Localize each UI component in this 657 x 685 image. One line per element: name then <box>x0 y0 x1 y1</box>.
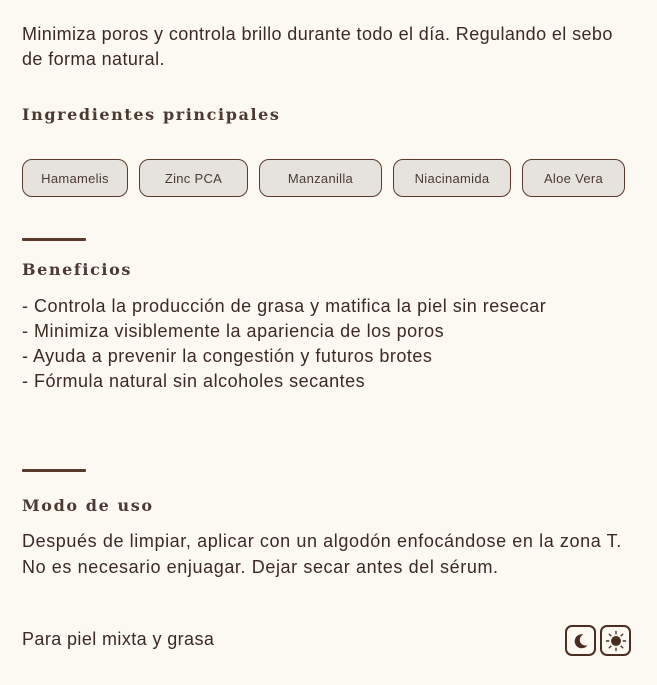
sun-icon <box>605 630 627 652</box>
ingredients-title: Ingredientes principales <box>22 105 281 124</box>
moon-icon <box>572 632 590 650</box>
skin-type-label: Para piel mixta y grasa <box>22 629 215 649</box>
usage-title: Modo de uso <box>22 496 154 515</box>
section-divider <box>22 469 86 472</box>
product-detail <box>22 22 634 649</box>
benefit-item: - Ayuda a prevenir la congestión y futuros brotes <box>22 346 433 366</box>
usage-text: Después de limpiar, aplicar con un algodón enfocándose en la zona T. No es necesario enjuagar. Dejar secar antes del sérum. <box>22 531 622 577</box>
ingredient-chip-manzanilla[interactable]: Manzanilla <box>259 159 382 197</box>
benefit-item: - Controla la producción de grasa y matifica la piel sin resecar <box>22 296 547 316</box>
benefits-title: Beneficios <box>22 260 132 279</box>
benefit-item: - Minimiza visiblemente la apariencia de los poros <box>22 321 445 341</box>
ingredient-chip-aloe-vera[interactable]: Aloe Vera <box>522 159 625 197</box>
ingredient-chips <box>22 159 625 197</box>
routine-time-icons <box>565 625 631 656</box>
product-description: Minimiza poros y controla brillo durante todo el día. Regulando el sebo de forma natural. <box>22 24 613 69</box>
benefit-item: - Fórmula natural sin alcoholes secantes <box>22 371 366 391</box>
benefits-list <box>22 294 546 394</box>
ingredient-chip-niacinamida[interactable]: Niacinamida <box>393 159 511 197</box>
ingredient-chip-hamamelis[interactable]: Hamamelis <box>22 159 128 197</box>
section-divider <box>22 238 86 241</box>
night-routine-button[interactable] <box>565 625 596 656</box>
ingredient-chip-zinc-pca[interactable]: Zinc PCA <box>139 159 248 197</box>
day-routine-button[interactable] <box>600 625 631 656</box>
